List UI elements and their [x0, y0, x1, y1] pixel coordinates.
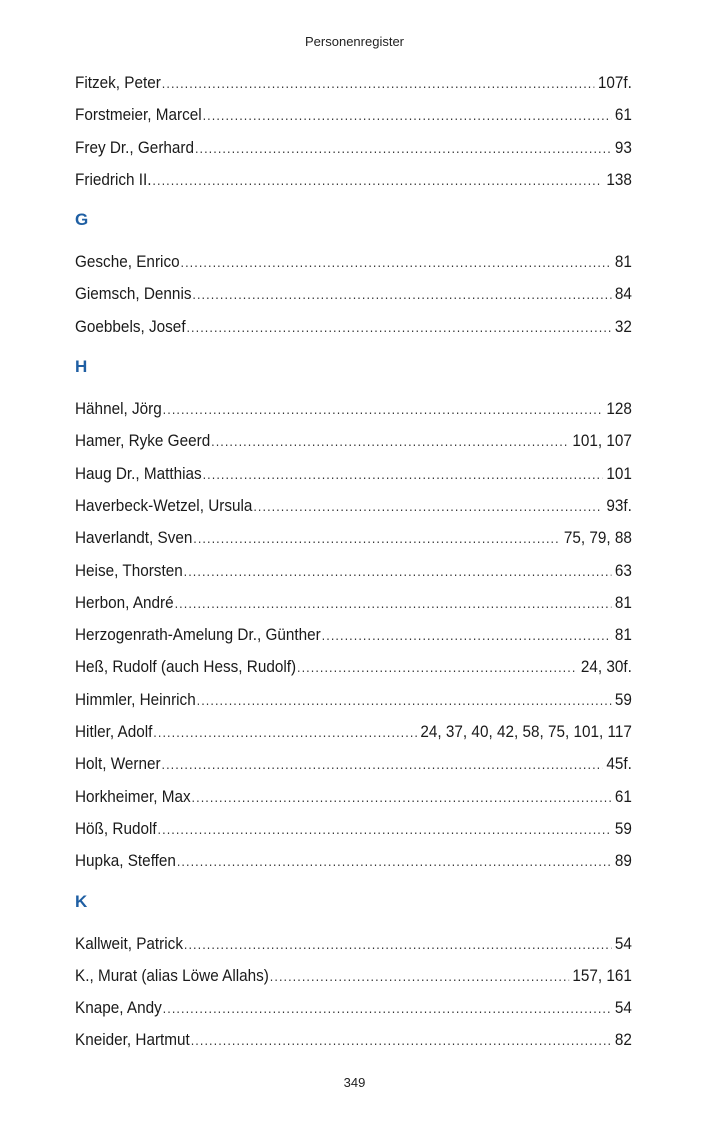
dot-leader	[203, 458, 603, 490]
index-entry	[75, 781, 632, 813]
dot-leader	[270, 960, 569, 992]
entry-name: Horkheimer, Max	[75, 786, 191, 806]
dot-leader	[192, 278, 611, 310]
entry-pages: 61	[614, 105, 632, 125]
index-entry	[75, 928, 632, 960]
entry-pages: 81	[614, 592, 632, 612]
entry-pages: 101, 107	[572, 431, 632, 451]
index-entry	[75, 748, 632, 780]
index-entry	[75, 164, 632, 196]
index-entry	[75, 813, 632, 845]
dot-leader	[191, 1024, 612, 1056]
dot-leader	[153, 716, 416, 748]
entry-name: Himmler, Heinrich	[75, 689, 196, 709]
index-entry	[75, 311, 632, 343]
entry-pages: 75, 79, 88	[563, 528, 632, 548]
dot-leader	[195, 132, 611, 164]
entry-pages: 81	[614, 625, 632, 645]
index-entry	[75, 587, 632, 619]
entry-name: K., Murat (alias Löwe Allahs)	[75, 965, 269, 985]
entry-name: Hähnel, Jörg	[75, 399, 162, 419]
entry-name: Gesche, Enrico	[75, 252, 180, 272]
dot-leader	[184, 928, 611, 960]
dot-leader	[152, 164, 602, 196]
entry-pages: 24, 30f.	[580, 657, 632, 677]
dot-leader	[163, 393, 603, 425]
dot-leader	[181, 246, 612, 278]
dot-leader	[197, 684, 612, 716]
entry-name: Herzogenrath-Amelung Dr., Günther	[75, 625, 321, 645]
running-head: Personenregister	[305, 34, 404, 49]
dot-leader	[322, 619, 612, 651]
entry-pages: 63	[614, 560, 632, 580]
dot-leader	[211, 425, 569, 457]
index-entry	[75, 651, 632, 683]
dot-leader	[203, 99, 612, 131]
entry-pages: 32	[614, 316, 632, 336]
entry-name: Heise, Thorsten	[75, 560, 183, 580]
entry-pages: 24, 37, 40, 42, 58, 75, 101, 117	[420, 722, 632, 742]
entry-name: Giemsch, Dennis	[75, 284, 192, 304]
page-number: 349	[343, 1075, 366, 1090]
dot-leader	[163, 992, 612, 1024]
dot-leader	[177, 845, 611, 877]
index-entry	[75, 716, 632, 748]
section-heading: H	[75, 357, 88, 377]
entry-pages: 93f.	[606, 495, 632, 515]
entry-pages: 128	[606, 399, 632, 419]
dot-leader	[161, 748, 602, 780]
entry-name: Heß, Rudolf (auch Hess, Rudolf)	[75, 657, 297, 677]
dot-leader	[192, 781, 612, 813]
index-entry	[75, 99, 632, 131]
entry-pages: 59	[614, 689, 632, 709]
dot-leader	[297, 651, 577, 683]
section-heading: K	[75, 891, 88, 911]
index-entry	[75, 1024, 632, 1056]
index-entry	[75, 522, 632, 554]
entry-pages: 82	[614, 1030, 632, 1050]
entry-name: Höß, Rudolf	[75, 818, 157, 838]
index-entry	[75, 490, 632, 522]
section-heading: G	[75, 210, 89, 230]
index-section-k	[75, 887, 632, 1057]
index-entry	[75, 960, 632, 992]
index-entry	[75, 555, 632, 587]
dot-leader	[175, 587, 612, 619]
dot-leader	[162, 67, 595, 99]
entry-name: Fitzek, Peter	[75, 73, 161, 92]
entry-name: Kneider, Hartmut	[75, 1030, 190, 1050]
index-section-g	[75, 205, 632, 343]
index-entry	[75, 67, 632, 99]
index-entry	[75, 619, 632, 651]
entry-name: Friedrich II.	[75, 169, 152, 189]
entry-pages: 54	[614, 998, 632, 1018]
entry-name: Goebbels, Josef	[75, 316, 186, 336]
index-entry	[75, 845, 632, 877]
entry-name: Hitler, Adolf	[75, 722, 153, 742]
entry-name: Hupka, Steffen	[75, 851, 176, 871]
entry-name: Frey Dr., Gerhard	[75, 137, 195, 157]
dot-leader	[253, 490, 602, 522]
entry-pages: 54	[614, 933, 632, 953]
entry-pages: 107f.	[597, 73, 632, 92]
dot-leader	[186, 311, 611, 343]
entry-pages: 81	[614, 252, 632, 272]
entry-pages: 93	[614, 137, 632, 157]
entry-pages: 61	[614, 786, 632, 806]
dot-leader	[184, 555, 612, 587]
index-entry	[75, 992, 632, 1024]
entry-name: Hamer, Ryke Geerd	[75, 431, 211, 451]
entry-name: Haverbeck-Wetzel, Ursula	[75, 495, 253, 515]
entry-name: Herbon, André	[75, 592, 174, 612]
entry-pages: 59	[614, 818, 632, 838]
entry-pages: 101	[606, 463, 632, 483]
index-entry	[75, 684, 632, 716]
entry-name: Haug Dr., Matthias	[75, 463, 202, 483]
entry-pages: 138	[606, 169, 632, 189]
index-entry	[75, 132, 632, 164]
index-entry	[75, 393, 632, 425]
entry-pages: 45f.	[606, 754, 632, 774]
name-index	[75, 67, 632, 1057]
entry-pages: 157, 161	[572, 965, 632, 985]
index-entry	[75, 458, 632, 490]
entry-pages: 89	[614, 851, 632, 871]
dot-leader	[158, 813, 612, 845]
dot-leader	[193, 522, 560, 554]
entry-name: Haverlandt, Sven	[75, 528, 193, 548]
entry-name: Holt, Werner	[75, 754, 161, 774]
index-section-f	[75, 67, 632, 196]
index-entry	[75, 425, 632, 457]
index-entry	[75, 278, 632, 310]
entry-name: Knape, Andy	[75, 998, 162, 1018]
index-section-h	[75, 352, 632, 877]
entry-name: Forstmeier, Marcel	[75, 105, 202, 125]
index-entry	[75, 246, 632, 278]
entry-pages: 84	[614, 284, 632, 304]
entry-name: Kallweit, Patrick	[75, 933, 183, 953]
